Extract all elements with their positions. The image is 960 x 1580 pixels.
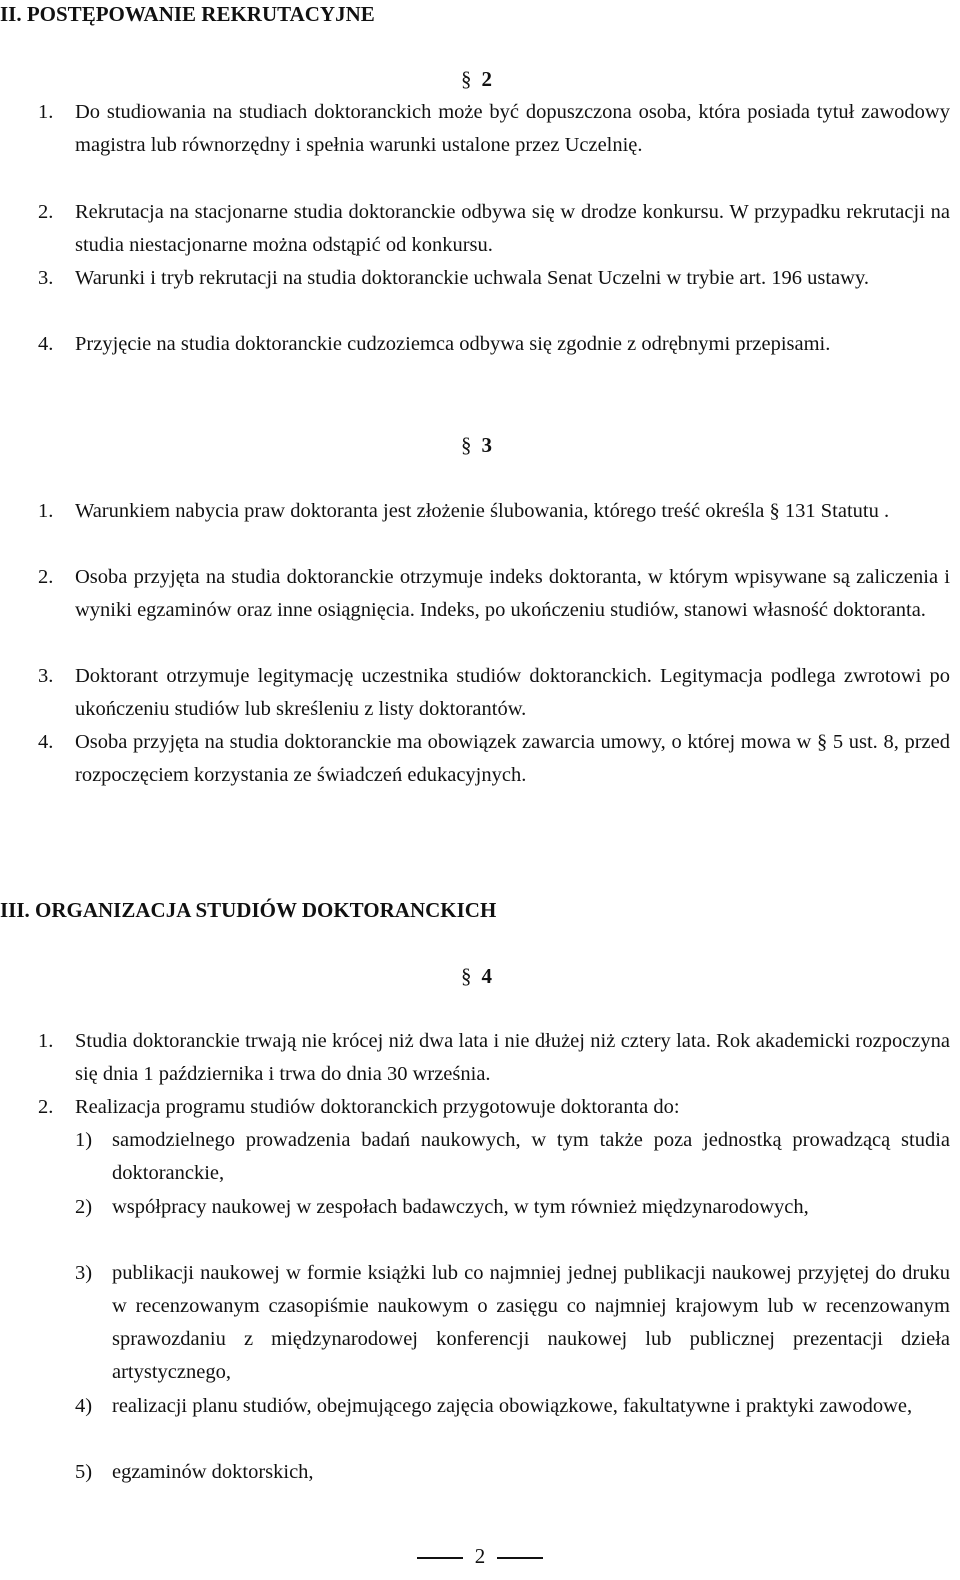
list-item: [38, 1091, 950, 1124]
section-sign: §: [461, 67, 472, 91]
list-item: [38, 660, 950, 726]
list-item: [38, 726, 950, 792]
item-text: Doktorant otrzymuje legitymację uczestnika studiów doktoranckich. Legitymacja podlega zwrotowi po ukończeniu studiów lub skreśleniu z listy doktorantów.: [75, 665, 950, 720]
item-number: 1.: [38, 101, 54, 123]
paragraph-mark-4: [461, 963, 492, 989]
paragraph-mark-2: [461, 66, 492, 92]
sub-item-number: 4): [75, 1395, 93, 1417]
list-item: [38, 196, 950, 262]
paragraph-number: 4: [481, 964, 492, 988]
list-item: [38, 96, 950, 162]
item-text: Realizacja programu studiów doktoranckich przygotowuje doktoranta do:: [75, 1096, 680, 1118]
item-number: 4.: [38, 333, 54, 355]
page-footer: [0, 1542, 960, 1570]
item-text: Studia doktoranckie trwają nie krócej niż dwa lata i nie dłużej niż cztery lata. Rok akademicki rozpoczyna się dnia 1 października i trwa do dnia 30 września.: [75, 1030, 950, 1085]
sub-list-item: [75, 1456, 950, 1489]
sub-item-text: realizacji planu studiów, obejmującego zajęcia obowiązkowe, fakultatywne i praktyki zawodowe,: [112, 1395, 913, 1417]
list-item: [38, 561, 950, 627]
item-text: Osoba przyjęta na studia doktoranckie ma obowiązek zawarcia umowy, o której mowa w § 5 ust. 8, przed rozpoczęciem korzystania ze świadczeń edukacyjnych.: [75, 731, 950, 786]
item-number: 1.: [38, 500, 54, 522]
chapter-heading-ii: II. POSTĘPOWANIE REKRUTACYJNE: [0, 2, 375, 26]
sub-item-number: 2): [75, 1196, 93, 1218]
item-number: 2.: [38, 566, 54, 588]
sub-item-number: 1): [75, 1129, 93, 1151]
sub-item-number: 5): [75, 1461, 93, 1483]
list-item: [38, 1025, 950, 1091]
item-text: Przyjęcie na studia doktoranckie cudzoziemca odbywa się zgodnie z odrębnymi przepisami.: [75, 333, 831, 355]
sub-item-number: 3): [75, 1262, 93, 1284]
footer-dash-right: [497, 1557, 543, 1559]
item-number: 1.: [38, 1030, 54, 1052]
sub-list-item: [75, 1257, 950, 1389]
sub-list-item: [75, 1390, 950, 1423]
section-sign: §: [461, 964, 472, 988]
paragraph-number: 2: [481, 67, 492, 91]
item-text: Warunkiem nabycia praw doktoranta jest złożenie ślubowania, którego treść określa § 131 Statutu .: [75, 500, 890, 522]
paragraph-number: 3: [481, 433, 492, 457]
list-item: [38, 495, 950, 528]
sub-item-text: współpracy naukowej w zespołach badawczych, w tym również międzynarodowych,: [112, 1196, 809, 1218]
section-sign: §: [461, 433, 472, 457]
item-number: 2.: [38, 1096, 54, 1118]
sub-item-text: publikacji naukowej w formie książki lub co najmniej jednej publikacji naukowej przyjętej do druku w recenzowanym czasopiśmie naukowym o zasięgu co najmniej krajowym lub w recenzowanym sprawozdaniu z międzynarodowej konferencji naukowej lub publicznej prezentacji dzieła artystycznego,: [112, 1262, 950, 1383]
item-text: Rekrutacja na stacjonarne studia doktoranckie odbywa się w drodze konkursu. W przypadku rekrutacji na studia niestacjonarne można odstąpić od konkursu.: [75, 201, 950, 256]
sub-list-item: [75, 1124, 950, 1190]
page-number: 2: [474, 1544, 486, 1568]
item-text: Warunki i tryb rekrutacji na studia doktoranckie uchwala Senat Uczelni w trybie art. 196 ustawy.: [75, 267, 869, 289]
item-text: Do studiowania na studiach doktoranckich może być dopuszczona osoba, która posiada tytuł zawodowy magistra lub równorzędny i spełnia warunki ustalone przez Uczelnię.: [75, 101, 950, 156]
list-item: [38, 328, 950, 361]
paragraph-mark-3: [461, 432, 492, 458]
list-item: [38, 262, 950, 295]
item-text: Osoba przyjęta na studia doktoranckie otrzymuje indeks doktoranta, w którym wpisywane są zaliczenia i wyniki egzaminów oraz inne osiągnięcia. Indeks, po ukończeniu studiów, stanowi własność doktoranta.: [75, 566, 950, 621]
sub-item-text: samodzielnego prowadzenia badań naukowych, w tym także poza jednostką prowadzącą studia doktoranckie,: [112, 1129, 950, 1184]
footer-dash-left: [417, 1557, 463, 1559]
sub-list-item: [75, 1191, 950, 1224]
chapter-heading-iii: III. ORGANIZACJA STUDIÓW DOKTORANCKICH: [0, 898, 497, 922]
item-number: 3.: [38, 665, 54, 687]
sub-item-text: egzaminów doktorskich,: [112, 1461, 314, 1483]
item-number: 4.: [38, 731, 54, 753]
item-number: 2.: [38, 201, 54, 223]
item-number: 3.: [38, 267, 54, 289]
